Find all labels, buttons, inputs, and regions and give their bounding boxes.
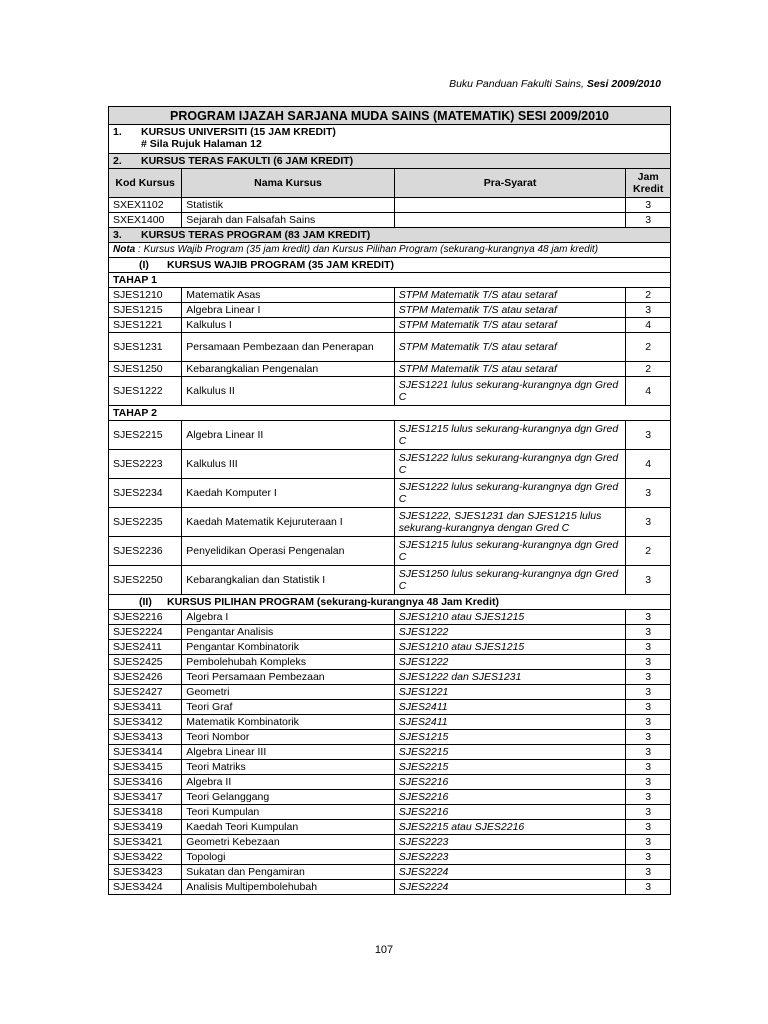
course-code: SJES1222 — [109, 377, 182, 406]
course-code: SJES3412 — [109, 715, 182, 730]
course-code: SJES1250 — [109, 362, 182, 377]
course-name: Kaedah Matematik Kejuruteraan I — [182, 508, 394, 537]
course-name: Algebra Linear I — [182, 303, 394, 318]
course-credit: 3 — [626, 640, 671, 655]
course-prereq: SJES1222, SJES1231 dan SJES1215 lulus sekurang-kurangnya dengan Gred C — [394, 508, 626, 537]
course-name: Persamaan Pembezaan dan Penerapan — [182, 333, 394, 362]
course-name: Kalkulus II — [182, 377, 394, 406]
section-program — [109, 228, 671, 243]
course-name: Matematik Kombinatorik — [182, 715, 394, 730]
header-handbook: Buku Panduan Fakulti Sains, — [449, 78, 587, 90]
course-credit: 3 — [626, 566, 671, 595]
course-name: Algebra Linear II — [182, 421, 394, 450]
course-credit: 3 — [626, 790, 671, 805]
course-code: SJES2223 — [109, 450, 182, 479]
table-row — [109, 745, 671, 760]
course-code: SJES3422 — [109, 850, 182, 865]
table-row — [109, 377, 671, 406]
course-prereq: SJES2216 — [394, 790, 626, 805]
course-name: Kaedah Teori Kumpulan — [182, 820, 394, 835]
course-credit: 3 — [626, 880, 671, 895]
course-code: SJES1210 — [109, 288, 182, 303]
course-prereq: SJES1222 — [394, 625, 626, 640]
course-prereq: SJES1222 lulus sekurang-kurangnya dgn Gred C — [394, 450, 626, 479]
course-code: SJES2426 — [109, 670, 182, 685]
course-credit: 3 — [626, 303, 671, 318]
table-row — [109, 610, 671, 625]
table-row — [109, 508, 671, 537]
course-prereq — [394, 213, 626, 228]
table-row — [109, 655, 671, 670]
level-label: TAHAP 1 — [113, 274, 157, 286]
course-prereq: SJES2224 — [394, 880, 626, 895]
col-header-code: Kod Kursus — [109, 169, 182, 198]
course-prereq: SJES1222 — [394, 655, 626, 670]
course-code: SJES3418 — [109, 805, 182, 820]
column-header-row — [109, 169, 671, 198]
course-code: SJES1231 — [109, 333, 182, 362]
course-name: Matematik Asas — [182, 288, 394, 303]
table-row — [109, 670, 671, 685]
subsection-number: (II) — [139, 596, 152, 608]
course-prereq: SJES2216 — [394, 805, 626, 820]
course-code: SJES3424 — [109, 880, 182, 895]
course-code: SXEX1400 — [109, 213, 182, 228]
section-number: 3. — [113, 229, 122, 241]
table-row — [109, 450, 671, 479]
course-credit: 3 — [626, 625, 671, 640]
course-code: SXEX1102 — [109, 198, 182, 213]
course-name: Penyelidikan Operasi Pengenalan — [182, 537, 394, 566]
level-label: TAHAP 2 — [113, 407, 157, 419]
course-credit: 3 — [626, 835, 671, 850]
course-credit: 3 — [626, 685, 671, 700]
section-number: 2. — [113, 155, 122, 167]
course-name: Kaedah Komputer I — [182, 479, 394, 508]
course-prereq: SJES1221 — [394, 685, 626, 700]
course-prereq: STPM Matematik T/S atau setaraf — [394, 303, 626, 318]
course-code: SJES3414 — [109, 745, 182, 760]
course-prereq: SJES2223 — [394, 835, 626, 850]
course-name: Pengantar Analisis — [182, 625, 394, 640]
course-name: Geometri Kebezaan — [182, 835, 394, 850]
nota-label: Nota — [113, 244, 136, 255]
table-row — [109, 850, 671, 865]
section-label: KURSUS TERAS FAKULTI (6 JAM KREDIT) — [141, 155, 354, 167]
header-session: Sesi 2009/2010 — [586, 78, 661, 90]
course-credit: 3 — [626, 655, 671, 670]
course-prereq — [394, 198, 626, 213]
course-credit: 3 — [626, 479, 671, 508]
section-label: KURSUS TERAS PROGRAM (83 JAM KREDIT) — [141, 229, 371, 241]
course-credit: 3 — [626, 213, 671, 228]
course-prereq: SJES1222 dan SJES1231 — [394, 670, 626, 685]
course-credit: 3 — [626, 700, 671, 715]
course-prereq: SJES2224 — [394, 865, 626, 880]
course-prereq: SJES1210 atau SJES1215 — [394, 610, 626, 625]
course-name: Teori Kumpulan — [182, 805, 394, 820]
course-prereq: SJES1210 atau SJES1215 — [394, 640, 626, 655]
course-name: Teori Gelanggang — [182, 790, 394, 805]
table-row — [109, 715, 671, 730]
course-name: Algebra I — [182, 610, 394, 625]
col-header-credit: Jam Kredit — [626, 169, 671, 198]
course-code: SJES2215 — [109, 421, 182, 450]
course-code: SJES2234 — [109, 479, 182, 508]
tahap-2-label — [109, 406, 671, 421]
course-credit: 2 — [626, 362, 671, 377]
section-label: KURSUS UNIVERSITI (15 JAM KREDIT) — [141, 126, 336, 138]
table-row — [109, 198, 671, 213]
course-credit: 3 — [626, 730, 671, 745]
program-title: PROGRAM IJAZAH SARJANA MUDA SAINS (MATEMATIK) SESI 2009/2010 — [109, 107, 671, 125]
table-row — [109, 421, 671, 450]
course-name: Analisis Multipembolehubah — [182, 880, 394, 895]
course-name: Kebarangkalian dan Statistik I — [182, 566, 394, 595]
course-name: Teori Nombor — [182, 730, 394, 745]
table-row — [109, 625, 671, 640]
course-prereq: SJES1250 lulus sekurang-kurangnya dgn Gred C — [394, 566, 626, 595]
course-credit: 3 — [626, 508, 671, 537]
course-prereq: STPM Matematik T/S atau setaraf — [394, 333, 626, 362]
course-prereq: SJES2223 — [394, 850, 626, 865]
course-name: Geometri — [182, 685, 394, 700]
course-code: SJES3415 — [109, 760, 182, 775]
table-row — [109, 835, 671, 850]
course-name: Kebarangkalian Pengenalan — [182, 362, 394, 377]
table-row — [109, 805, 671, 820]
course-prereq: SJES1215 — [394, 730, 626, 745]
course-credit: 3 — [626, 745, 671, 760]
col-header-prereq: Pra-Syarat — [394, 169, 626, 198]
subsection-label: KURSUS WAJIB PROGRAM (35 JAM KREDIT) — [167, 259, 394, 271]
course-code: SJES3423 — [109, 865, 182, 880]
course-prereq: SJES2215 — [394, 745, 626, 760]
table-row — [109, 730, 671, 745]
course-prereq: STPM Matematik T/S atau setaraf — [394, 318, 626, 333]
table-row — [109, 537, 671, 566]
course-name: Teori Matriks — [182, 760, 394, 775]
table-row — [109, 700, 671, 715]
course-code: SJES3419 — [109, 820, 182, 835]
table-row — [109, 566, 671, 595]
course-code: SJES2411 — [109, 640, 182, 655]
course-credit: 2 — [626, 537, 671, 566]
table-row — [109, 790, 671, 805]
tahap-1-label — [109, 273, 671, 288]
table-row — [109, 775, 671, 790]
section-number: 1. — [113, 126, 122, 138]
nota-row — [109, 243, 671, 258]
subsection-compulsory — [109, 258, 671, 273]
table-row — [109, 333, 671, 362]
course-credit: 3 — [626, 760, 671, 775]
course-credit: 4 — [626, 377, 671, 406]
col-header-name: Nama Kursus — [182, 169, 394, 198]
course-prereq: SJES2216 — [394, 775, 626, 790]
course-code: SJES2224 — [109, 625, 182, 640]
course-name: Sejarah dan Falsafah Sains — [182, 213, 394, 228]
course-code: SJES3421 — [109, 835, 182, 850]
course-code: SJES3416 — [109, 775, 182, 790]
course-prereq: STPM Matematik T/S atau setaraf — [394, 362, 626, 377]
course-code: SJES3411 — [109, 700, 182, 715]
course-prereq: SJES1221 lulus sekurang-kurangnya dgn Gred C — [394, 377, 626, 406]
course-credit: 2 — [626, 288, 671, 303]
course-name: Statistik — [182, 198, 394, 213]
course-prereq: SJES1222 lulus sekurang-kurangnya dgn Gred C — [394, 479, 626, 508]
section-note: # Sila Rujuk Halaman 12 — [141, 138, 262, 150]
course-credit: 3 — [626, 421, 671, 450]
course-credit: 3 — [626, 610, 671, 625]
course-credit: 3 — [626, 715, 671, 730]
course-code: SJES2216 — [109, 610, 182, 625]
course-prereq: STPM Matematik T/S atau setaraf — [394, 288, 626, 303]
course-name: Algebra II — [182, 775, 394, 790]
course-code: SJES1221 — [109, 318, 182, 333]
table-title-row — [109, 107, 671, 125]
course-code: SJES3413 — [109, 730, 182, 745]
course-name: Kalkulus III — [182, 450, 394, 479]
table-row — [109, 479, 671, 508]
course-credit: 4 — [626, 318, 671, 333]
nota-text: : Kursus Wajib Program (35 jam kredit) dan Kursus Pilihan Program (sekurang-kurangnya 48 jam kredit) — [135, 244, 599, 255]
course-code: SJES2425 — [109, 655, 182, 670]
table-row — [109, 288, 671, 303]
course-credit: 4 — [626, 450, 671, 479]
course-name: Pengantar Kombinatorik — [182, 640, 394, 655]
course-name: Pembolehubah Kompleks — [182, 655, 394, 670]
course-credit: 3 — [626, 850, 671, 865]
course-code: SJES2250 — [109, 566, 182, 595]
course-name: Sukatan dan Pengamiran — [182, 865, 394, 880]
table-row — [109, 685, 671, 700]
course-name: Teori Persamaan Pembezaan — [182, 670, 394, 685]
running-header — [449, 78, 661, 90]
course-prereq: SJES2411 — [394, 715, 626, 730]
course-credit: 3 — [626, 820, 671, 835]
course-prereq: SJES2411 — [394, 700, 626, 715]
course-name: Teori Graf — [182, 700, 394, 715]
table-row — [109, 760, 671, 775]
subsection-label: KURSUS PILIHAN PROGRAM (sekurang-kurangnya 48 Jam Kredit) — [167, 596, 499, 608]
course-code: SJES2427 — [109, 685, 182, 700]
table-row — [109, 213, 671, 228]
course-credit: 3 — [626, 775, 671, 790]
table-row — [109, 318, 671, 333]
course-credit: 3 — [626, 865, 671, 880]
table-row — [109, 865, 671, 880]
subsection-number: (I) — [139, 259, 149, 271]
course-code: SJES2235 — [109, 508, 182, 537]
course-name: Algebra Linear III — [182, 745, 394, 760]
course-credit: 3 — [626, 805, 671, 820]
page-number: 107 — [374, 944, 394, 956]
course-prereq: SJES2215 atau SJES2216 — [394, 820, 626, 835]
section-faculty — [109, 154, 671, 169]
table-row — [109, 880, 671, 895]
course-credit: 3 — [626, 670, 671, 685]
section-university — [109, 125, 671, 154]
course-prereq: SJES1215 lulus sekurang-kurangnya dgn Gred C — [394, 421, 626, 450]
course-table — [108, 106, 671, 895]
subsection-elective — [109, 595, 671, 610]
course-code: SJES2236 — [109, 537, 182, 566]
table-row — [109, 303, 671, 318]
course-code: SJES1215 — [109, 303, 182, 318]
course-credit: 2 — [626, 333, 671, 362]
table-row — [109, 640, 671, 655]
course-prereq: SJES1215 lulus sekurang-kurangnya dgn Gred C — [394, 537, 626, 566]
course-credit: 3 — [626, 198, 671, 213]
course-code: SJES3417 — [109, 790, 182, 805]
course-prereq: SJES2215 — [394, 760, 626, 775]
course-name: Kalkulus I — [182, 318, 394, 333]
table-row — [109, 820, 671, 835]
course-name: Topologi — [182, 850, 394, 865]
table-row — [109, 362, 671, 377]
